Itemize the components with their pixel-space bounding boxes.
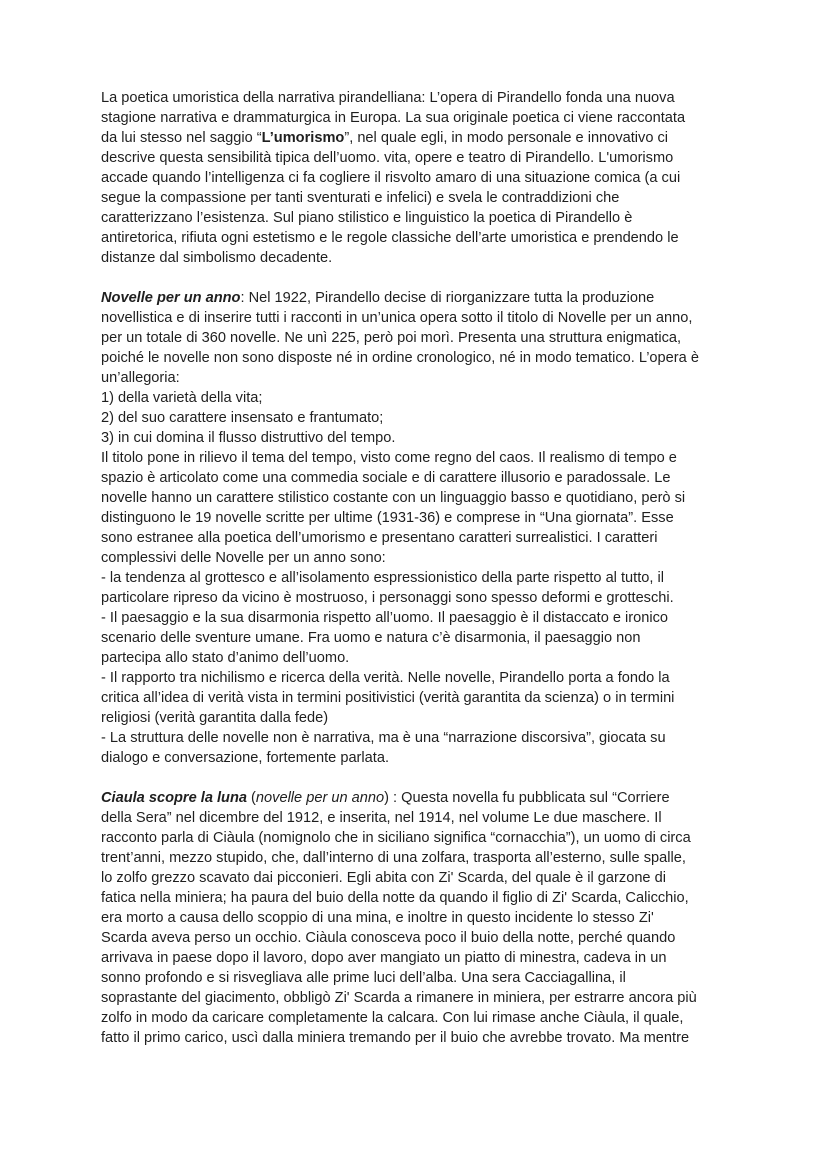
paragraph-ciaula-scopre-la-luna	[101, 788, 737, 1048]
text-line: La poetica umoristica della narrativa pirandelliana: L’opera di Pirandello fonda una nuova	[101, 90, 675, 106]
list-item: 3) in cui domina il flusso distruttivo del tempo.	[101, 430, 396, 446]
text-line: della Sera” nel dicembre del 1912, e inserita, nel 1914, nel volume Le due maschere. Il	[101, 810, 662, 826]
text-line: per un totale di 360 novelle. Ne unì 225, però poi morì. Presenta una struttura enigmatica,	[101, 330, 682, 346]
list-item: 1) della varietà della vita;	[101, 390, 263, 406]
text-line: fatto il primo carico, uscì dalla miniera tremando per il buio che avrebbe trovato. Ma mentre	[101, 1030, 690, 1046]
text-line: - Il paesaggio e la sua disarmonia rispetto all’uomo. Il paesaggio è il distaccato e ironico	[101, 610, 669, 626]
text-line: fatica nella miniera; ha paura del buio della notte da quando il figlio di Zi' Scarda, Calicchio,	[101, 890, 689, 906]
paragraph-gap	[101, 268, 737, 288]
text-line: racconto parla di Ciàula (nomignolo che in siciliano significa “cornacchia”), un uomo di circa	[101, 830, 691, 846]
text-line: accade quando l’intelligenza ci fa cogliere il risvolto amaro di una situazione comica (a cui	[101, 170, 681, 186]
text-line: - Il rapporto tra nichilismo e ricerca della verità. Nelle novelle, Pirandello porta a fondo la	[101, 670, 670, 686]
text-line: era morto a causa dello scoppio di una mina, e inoltre in questo incidente lo stesso Zi'	[101, 910, 654, 926]
text-line: antiretorica, rifiuta ogni estetismo e le regole classiche dell’arte umoristica e prendendo le	[101, 230, 679, 246]
text-line: descrive questa sensibilità tipica dell’uomo. vita, opere e teatro di Pirandello. L'umorismo	[101, 150, 674, 166]
text-line: novellistica e di inserire tutti i racconti in un’unica opera sotto il titolo di Novelle per un anno,	[101, 310, 693, 326]
text-line: segue la compassione per tanti sventurati e infelici) e svela le contraddizioni che	[101, 190, 620, 206]
text-line: trent’anni, mezzo stupido, che, dall’interno di una zolfara, trasporta all’esterno, sulle spalle,	[101, 850, 686, 866]
text-line: distinguono le 19 novelle scritte per ultime (1931-36) e comprese in “Una giornata”. Esse	[101, 510, 674, 526]
text-segment: ”, nel quale egli, in modo personale e innovativo ci	[344, 130, 669, 146]
text-line: Scarda aveva perso un occhio. Ciàula conosceva poco il buio della notte, perché quando	[101, 930, 676, 946]
text-line	[101, 288, 737, 308]
bold-term-umorismo: L’umorismo	[261, 130, 345, 146]
text-segment: (	[247, 790, 256, 806]
paragraph-gap	[101, 768, 737, 788]
text-line: poiché le novelle non sono disposte né in ordine cronologico, né in modo tematico. L’opera è	[101, 350, 699, 366]
text-line: arrivava in paese dopo il lavoro, dopo aver mangiato un piatto di minestra, cadeva in un	[101, 950, 667, 966]
text-line: scenario delle sventure umane. Fra uomo e natura c’è disarmonia, il paesaggio non	[101, 630, 641, 646]
text-line: stagione narrativa e drammaturgica in Europa. La sua originale poetica ci viene raccontata	[101, 110, 686, 126]
text-line: sono estranee alla poetica dell’umorismo e presentano caratteri surrealistici. I caratteri	[101, 530, 658, 546]
text-line: zolfo in modo da caricare completamente la calcara. Con lui rimase anche Ciàula, il quale,	[101, 1010, 684, 1026]
list-item: 2) del suo carattere insensato e frantumato;	[101, 410, 384, 426]
text-line: religiosi (verità garantita dalla fede)	[101, 710, 329, 726]
text-line	[101, 788, 737, 808]
text-line	[101, 128, 737, 148]
document-page	[101, 88, 737, 1048]
text-line: critica all’idea di verità vista in termini positivistici (verità garantita da scienza) o in termini	[101, 690, 675, 706]
text-segment: da lui stesso nel saggio “	[101, 130, 262, 146]
text-segment: : Nel 1922, Pirandello decise di riorganizzare tutta la produzione	[240, 290, 655, 306]
text-segment: ) : Questa novella fu pubblicata sul “Corriere	[384, 790, 670, 806]
paragraph-novelle-per-un-anno	[101, 288, 737, 768]
text-line: Il titolo pone in rilievo il tema del tempo, visto come regno del caos. Il realismo di tempo e	[101, 450, 677, 466]
text-line: lo zolfo grezzo scavato dai picconieri. Egli abita con Zi' Scarda, del quale è il garzone di	[101, 870, 666, 886]
text-line: particolare ripreso da vicino è mostruoso, i personaggi sono spesso deformi e grotteschi.	[101, 590, 674, 606]
text-line: dialogo e conversazione, fortemente parlata.	[101, 750, 389, 766]
paragraph-umorismo	[101, 88, 737, 268]
text-line: un’allegoria:	[101, 370, 180, 386]
italic-reference: novelle per un anno	[255, 790, 385, 806]
text-line: sonno profondo e si risvegliava alle prime luci dell’alba. Una sera Cacciagallina, il	[101, 970, 626, 986]
text-line: - la tendenza al grottesco e all’isolamento espressionistico della parte rispetto al tutto, il	[101, 570, 664, 586]
text-line: partecipa allo stato d’animo dell’uomo.	[101, 650, 350, 666]
text-line: spazio è articolato come una commedia sociale e di carattere illusorio e paradossale. Le	[101, 470, 671, 486]
text-line: novelle hanno un carattere stilistico costante con un linguaggio basso e quotidiano, però si	[101, 490, 686, 506]
text-line: distanze dal simbolismo decadente.	[101, 250, 333, 266]
text-line: soprastante del giacimento, obbligò Zi' Scarda a rimanere in miniera, per estrarre ancora più	[101, 990, 697, 1006]
section-heading-novelle: Novelle per un anno	[101, 290, 241, 306]
text-line: complessivi delle Novelle per un anno sono:	[101, 550, 386, 566]
section-heading-ciaula: Ciaula scopre la luna	[101, 790, 247, 806]
text-line: - La struttura delle novelle non è narrativa, ma è una “narrazione discorsiva”, giocata su	[101, 730, 666, 746]
text-line: caratterizzano l’esistenza. Sul piano stilistico e linguistico la poetica di Pirandello è	[101, 210, 633, 226]
